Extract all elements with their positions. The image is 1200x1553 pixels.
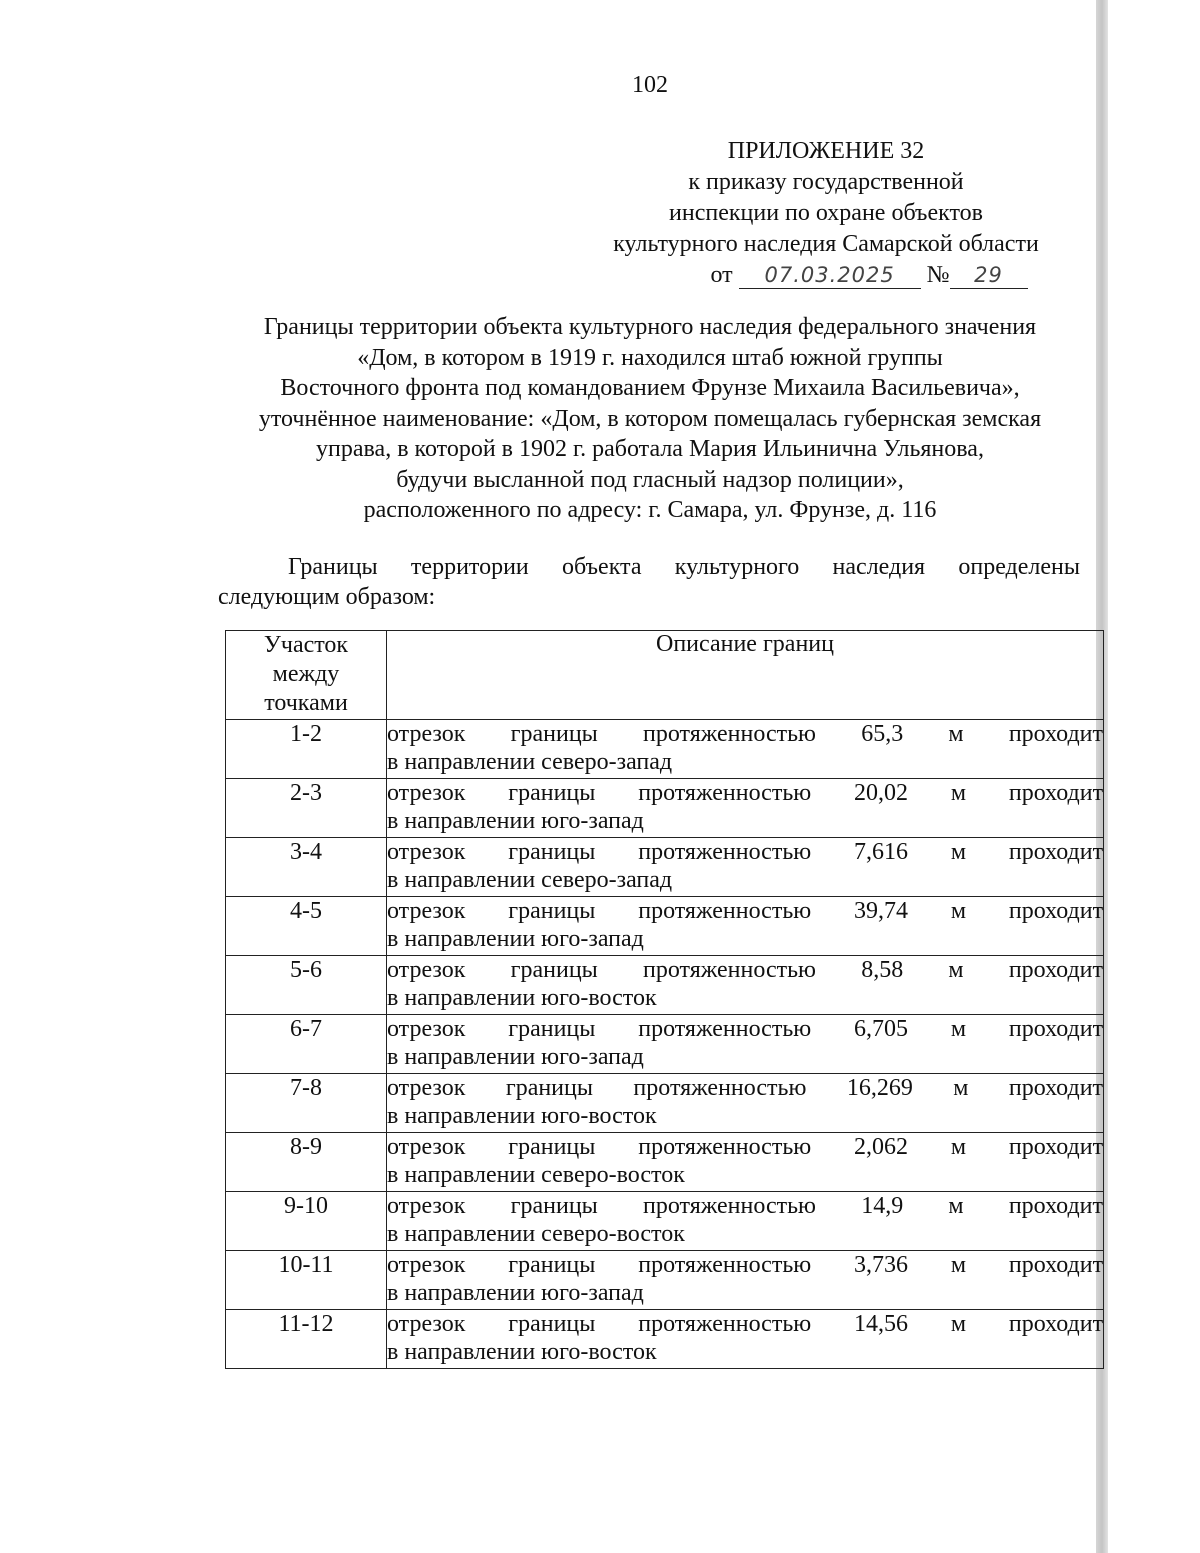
title-line: управа, в которой в 1902 г. работала Мария Ильинична Ульянова, (316, 436, 984, 462)
word-length: протяженностью (638, 1134, 812, 1160)
appendix-line: инспекции по охране объектов (669, 200, 983, 226)
word-segment: отрезок (387, 839, 466, 865)
description-line-1 (387, 1192, 1103, 1220)
title-line: уточнённое наименование: «Дом, в котором помещалась губернская земская (258, 405, 1042, 432)
order-date-field (739, 262, 921, 289)
section-cell: 9-10 (226, 1192, 387, 1251)
description-cell (387, 779, 1104, 838)
description-line-1 (387, 1133, 1103, 1161)
table-row (226, 1192, 1104, 1251)
description-direction: в направлении юго-запад (387, 808, 644, 834)
number-label: № (926, 262, 950, 288)
word-passes: проходит (1008, 721, 1104, 747)
description-cell (387, 1074, 1104, 1133)
word-passes: проходит (1008, 1016, 1104, 1042)
word-passes: проходит (1008, 898, 1104, 924)
word-boundary: границы (508, 1016, 596, 1042)
description-direction: в направлении юго-запад (387, 926, 644, 952)
length-value: 39,74 (854, 898, 909, 924)
boundaries-table (225, 630, 1104, 1369)
word-passes: проходит (1008, 1311, 1104, 1337)
appendix-line: к приказу государственной (688, 169, 964, 195)
description-direction: в направлении юго-восток (387, 1103, 657, 1129)
unit: м (948, 1193, 964, 1219)
word-passes: проходит (1008, 1252, 1104, 1278)
section-cell: 8-9 (226, 1133, 387, 1192)
description-direction: в направлении юго-восток (387, 1339, 657, 1365)
description-direction: в направлении юго-запад (387, 1044, 644, 1070)
word-segment: отрезок (387, 957, 466, 983)
header-section-line: Участок (263, 632, 349, 658)
description-line-1 (387, 720, 1103, 748)
description-direction: в направлении северо-восток (387, 1162, 685, 1188)
table-row (226, 897, 1104, 956)
word-boundary: границы (508, 1134, 596, 1160)
description-direction: в направлении северо-запад (387, 749, 673, 775)
table-row (226, 779, 1104, 838)
word-passes: проходит (1008, 957, 1104, 983)
description-direction: в направлении юго-запад (387, 1280, 644, 1306)
description-cell (387, 897, 1104, 956)
unit: м (950, 1311, 967, 1337)
word-boundary: границы (508, 1311, 596, 1337)
table-body (226, 720, 1104, 1369)
order-number-handwritten: 29 (974, 263, 1003, 287)
section-cell: 5-6 (226, 956, 387, 1015)
word-boundary: границы (505, 1075, 593, 1101)
table-row (226, 1015, 1104, 1074)
word-length: протяженностью (638, 1311, 812, 1337)
word-length: протяженностью (638, 898, 812, 924)
page-number: 102 (632, 72, 668, 98)
section-cell: 7-8 (226, 1074, 387, 1133)
word-segment: отрезок (387, 1134, 466, 1160)
unit: м (950, 1134, 967, 1160)
description-line-1 (387, 1251, 1103, 1279)
word-boundary: границы (508, 839, 596, 865)
table-row (226, 720, 1104, 779)
title-line: Границы территории объекта культурного наследия федерального значения (263, 314, 1037, 340)
word-segment: отрезок (387, 1193, 466, 1219)
from-label: от (710, 262, 733, 288)
description-cell (387, 1133, 1104, 1192)
unit: м (950, 1252, 967, 1278)
section-cell: 4-5 (226, 897, 387, 956)
description-direction: в направлении северо-восток (387, 1221, 685, 1247)
header-section (226, 631, 387, 720)
length-value: 14,9 (861, 1193, 904, 1219)
unit: м (948, 957, 964, 983)
description-cell (387, 956, 1104, 1015)
word-passes: проходит (1008, 1075, 1104, 1101)
word-length: протяженностью (643, 1193, 816, 1219)
length-value: 6,705 (854, 1016, 909, 1042)
intro-line-2: следующим образом: (218, 584, 436, 610)
word-passes: проходит (1008, 1193, 1104, 1219)
table-row (226, 1310, 1104, 1369)
description-line-1 (387, 1310, 1103, 1338)
title-line: будучи высланной под гласный надзор полиции», (396, 466, 904, 493)
word-length: протяженностью (633, 1075, 807, 1101)
header-description: Описание границ (387, 631, 1104, 720)
length-value: 2,062 (854, 1134, 909, 1160)
table-row (226, 1074, 1104, 1133)
intro-line-1: Границы территории объекта культурного наследия определены (288, 554, 1080, 580)
section-cell: 3-4 (226, 838, 387, 897)
length-value: 7,616 (854, 839, 909, 865)
table-row (226, 838, 1104, 897)
table-row (226, 1251, 1104, 1310)
word-boundary: границы (508, 898, 596, 924)
unit: м (950, 839, 967, 865)
section-cell: 11-12 (226, 1310, 387, 1369)
word-segment: отрезок (387, 1252, 466, 1278)
length-value: 20,02 (854, 780, 909, 806)
unit: м (950, 780, 967, 806)
title-line: Восточного фронта под командованием Фрунзе Михаила Васильевича», (280, 375, 1020, 401)
word-length: протяженностью (643, 957, 816, 983)
word-passes: проходит (1008, 1134, 1104, 1160)
length-value: 8,58 (861, 957, 904, 983)
description-line-1 (387, 779, 1103, 807)
word-boundary: границы (510, 721, 598, 747)
description-direction: в направлении северо-запад (387, 867, 673, 893)
description-line-1 (387, 897, 1103, 925)
length-value: 65,3 (861, 721, 904, 747)
word-length: протяженностью (638, 780, 812, 806)
word-length: протяженностью (638, 1252, 812, 1278)
unit: м (950, 898, 967, 924)
description-cell (387, 1192, 1104, 1251)
word-boundary: границы (510, 1193, 598, 1219)
word-passes: проходит (1008, 780, 1104, 806)
length-value: 16,269 (846, 1075, 913, 1101)
word-boundary: границы (510, 957, 598, 983)
table-row (226, 956, 1104, 1015)
table-row (226, 1133, 1104, 1192)
word-boundary: границы (508, 780, 596, 806)
word-segment: отрезок (387, 1016, 466, 1042)
length-value: 3,736 (854, 1252, 909, 1278)
header-section-line: точками (264, 690, 348, 716)
description-line-1 (387, 1074, 1103, 1102)
word-length: протяженностью (638, 839, 812, 865)
description-line-1 (387, 1015, 1103, 1043)
word-boundary: границы (508, 1252, 596, 1278)
description-cell (387, 838, 1104, 897)
word-segment: отрезок (387, 1311, 466, 1337)
length-value: 14,56 (854, 1311, 909, 1337)
order-date-line (576, 260, 1076, 291)
section-cell: 6-7 (226, 1015, 387, 1074)
word-segment: отрезок (387, 1075, 466, 1101)
document-title (200, 312, 1100, 526)
appendix-header (576, 136, 1076, 291)
order-date-handwritten: 07.03.2025 (764, 263, 895, 287)
description-cell (387, 720, 1104, 779)
word-segment: отрезок (387, 898, 466, 924)
order-number-field (950, 262, 1028, 289)
description-cell (387, 1015, 1104, 1074)
description-cell (387, 1310, 1104, 1369)
word-length: протяженностью (638, 1016, 812, 1042)
description-line-1 (387, 956, 1103, 984)
section-cell: 2-3 (226, 779, 387, 838)
unit: м (953, 1075, 969, 1101)
section-cell: 1-2 (226, 720, 387, 779)
word-passes: проходит (1008, 839, 1104, 865)
word-segment: отрезок (387, 780, 466, 806)
description-direction: в направлении юго-восток (387, 985, 657, 1011)
description-line-1 (387, 838, 1103, 866)
title-line: расположенного по адресу: г. Самара, ул. Фрунзе, д. 116 (363, 497, 937, 523)
header-section-line: между (272, 661, 340, 687)
word-segment: отрезок (387, 721, 466, 747)
title-line: «Дом, в котором в 1919 г. находился штаб южной группы (357, 344, 943, 371)
appendix-line: культурного наследия Самарской области (613, 231, 1039, 257)
unit: м (948, 721, 964, 747)
intro-paragraph (218, 552, 1080, 612)
word-length: протяженностью (643, 721, 816, 747)
section-cell: 10-11 (226, 1251, 387, 1310)
appendix-title: ПРИЛОЖЕНИЕ 32 (727, 138, 925, 164)
table-header-row (226, 631, 1104, 720)
description-cell (387, 1251, 1104, 1310)
unit: м (950, 1016, 967, 1042)
